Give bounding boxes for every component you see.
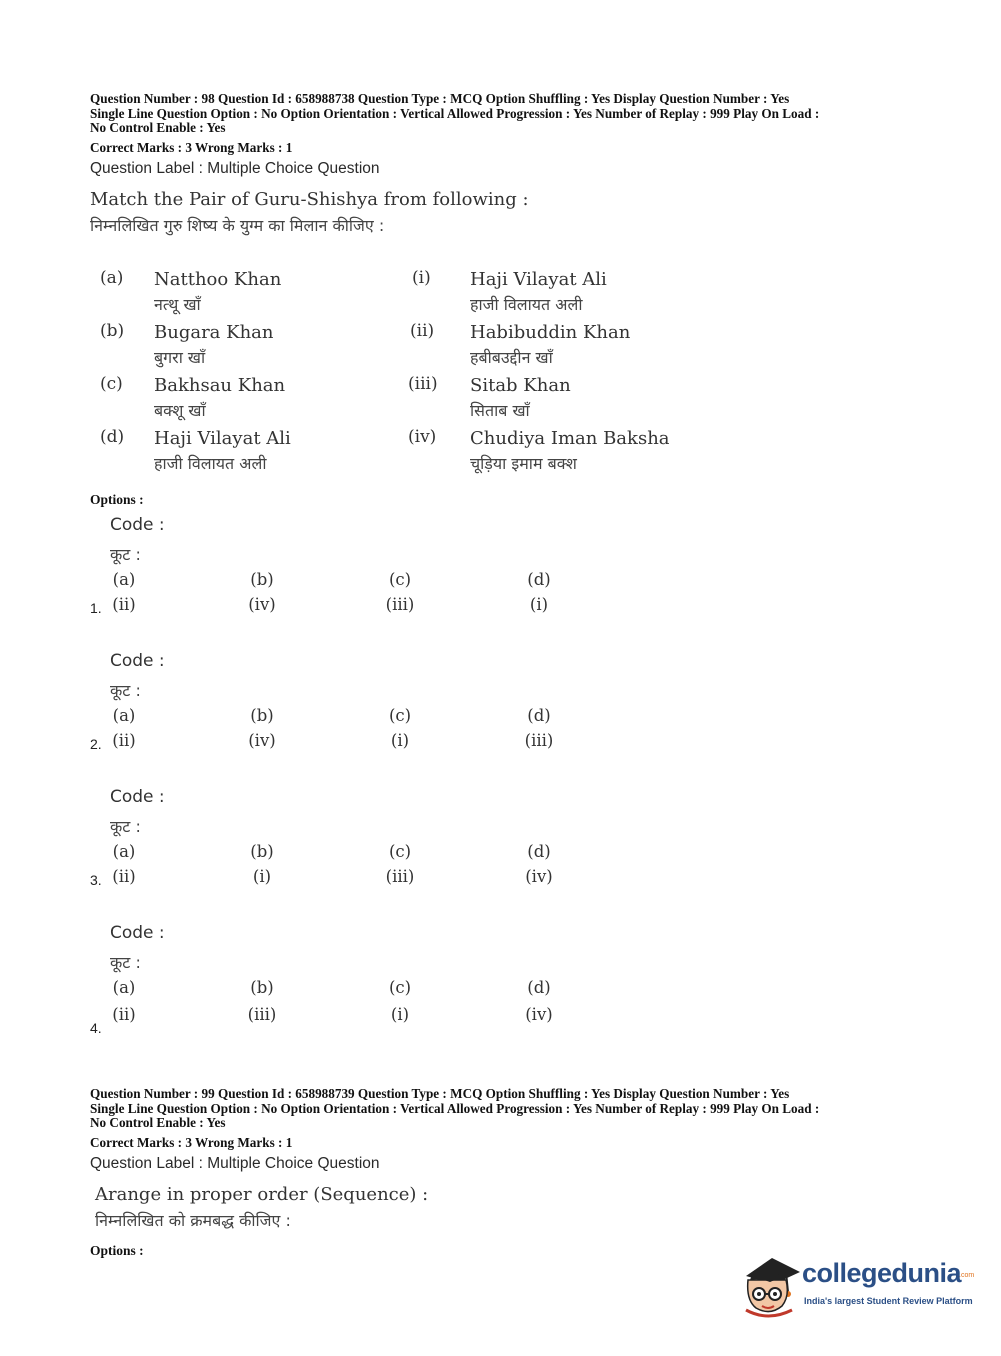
left-item <box>154 427 291 477</box>
q99-stem-hindi: निम्नलिखित को क्रमबद्ध कीजिए : <box>95 1211 291 1230</box>
code-header: (c) <box>388 978 412 997</box>
option-value: (i) <box>252 867 272 886</box>
logo-com-text: .com <box>959 1272 975 1279</box>
match-table <box>98 268 698 480</box>
q98-marks: Correct Marks : 3 Wrong Marks : 1 <box>90 140 293 155</box>
right-item-english: Sitab Khan <box>470 375 571 396</box>
right-label: (i) <box>412 268 431 288</box>
code-header: (c) <box>388 842 412 861</box>
right-label: (iii) <box>408 374 438 394</box>
left-item-english: Bakhsau Khan <box>154 375 286 396</box>
q99-meta <box>90 1087 920 1131</box>
left-item-hindi: नत्थू खाँ <box>154 295 201 314</box>
code-header: (a) <box>112 570 136 589</box>
code-header: (c) <box>388 706 412 725</box>
code-label-hindi: कूट : <box>110 817 141 836</box>
q99-meta-line: Question Number : 99 Question Id : 658988739 Question Type : MCQ Option Shuffling : Yes Display Question Number : Yes <box>90 1086 790 1101</box>
code-label-english: Code : <box>110 515 165 535</box>
right-item-english: Chudiya Iman Baksha <box>470 428 670 449</box>
left-item-hindi: बक्शू खाँ <box>154 401 206 420</box>
code-header: (d) <box>527 978 551 997</box>
code-header: (b) <box>250 842 274 861</box>
q98-meta-line: Single Line Question Option : No Option Orientation : Vertical Allowed Progression : Yes Number of Replay : 999 Play On Load : <box>90 105 820 121</box>
left-item-english: Bugara Khan <box>154 322 274 343</box>
right-item-english: Habibuddin Khan <box>470 322 631 343</box>
option-number: 3. <box>90 872 102 888</box>
option-value: (ii) <box>112 595 136 614</box>
right-item-hindi: हाजी विलायत अली <box>470 295 583 314</box>
q98-question-label: Question Label : Multiple Choice Question <box>90 160 380 177</box>
match-row <box>98 321 698 374</box>
right-label: (ii) <box>410 321 435 341</box>
code-header: (d) <box>527 570 551 589</box>
logo-tagline: India's largest Student Review Platform <box>804 1296 973 1306</box>
code-label-hindi: कूट : <box>110 545 141 564</box>
right-item-hindi: चूड़िया इमाम बक्श <box>470 454 577 473</box>
code-label-english: Code : <box>110 651 165 671</box>
option-value: (ii) <box>112 867 136 886</box>
option-value: (ii) <box>112 731 136 750</box>
option-value: (i) <box>529 595 549 614</box>
q98-stem <box>90 187 529 239</box>
option-value: (i) <box>390 731 410 750</box>
match-row <box>98 374 698 427</box>
code-header: (d) <box>527 842 551 861</box>
q98-stem-english: Match the Pair of Guru-Shishya from following : <box>90 189 529 210</box>
option-number: 2. <box>90 736 102 752</box>
left-item-hindi: हाजी विलायत अली <box>154 454 267 473</box>
option-value: (i) <box>390 1005 410 1024</box>
collegedunia-logo <box>742 1250 975 1320</box>
mascot-icon <box>742 1250 804 1320</box>
option-value: (iv) <box>525 867 553 886</box>
q99-stem <box>95 1182 428 1234</box>
left-item-english: Natthoo Khan <box>154 269 282 290</box>
right-item-hindi: सिताब खाँ <box>470 401 530 420</box>
code-header: (a) <box>112 978 136 997</box>
right-item-hindi: हबीबउद्दीन खाँ <box>470 348 553 367</box>
left-label: (d) <box>100 427 125 447</box>
code-header: (c) <box>388 570 412 589</box>
option-1[interactable] <box>90 515 590 635</box>
right-item <box>470 427 670 477</box>
q98-meta-line: No Control Enable : Yes <box>90 120 226 136</box>
option-value: (iii) <box>524 731 554 750</box>
right-item <box>470 268 607 318</box>
code-header: (b) <box>250 978 274 997</box>
q99-meta-line: Single Line Question Option : No Option Orientation : Vertical Allowed Progression : Yes Number of Replay : 999 Play On Load : <box>90 1100 820 1116</box>
q98-meta <box>90 92 920 136</box>
right-item <box>470 374 571 424</box>
code-header: (a) <box>112 842 136 861</box>
q99-stem-english: Arange in proper order (Sequence) : <box>95 1184 429 1205</box>
code-label-hindi: कूट : <box>110 681 141 700</box>
right-label: (iv) <box>408 427 437 447</box>
option-value: (ii) <box>112 1005 136 1024</box>
q99-question-label: Question Label : Multiple Choice Question <box>90 1155 380 1172</box>
logo-brand-text: collegedunia <box>802 1258 962 1288</box>
option-number: 1. <box>90 600 102 616</box>
option-value: (iii) <box>385 867 415 886</box>
code-header: (b) <box>250 570 274 589</box>
option-4[interactable] <box>90 923 590 1043</box>
option-2[interactable] <box>90 651 590 771</box>
left-item <box>154 374 285 424</box>
option-value: (iv) <box>248 731 276 750</box>
option-3[interactable] <box>90 787 590 907</box>
option-number: 4. <box>90 1020 102 1036</box>
left-item <box>154 268 281 318</box>
q99-options-heading: Options : <box>90 1243 144 1258</box>
left-item-english: Haji Vilayat Ali <box>154 428 291 449</box>
code-header: (a) <box>112 706 136 725</box>
q99-meta-line: No Control Enable : Yes <box>90 1115 226 1131</box>
code-label-english: Code : <box>110 787 165 807</box>
code-header: (b) <box>250 706 274 725</box>
match-row <box>98 427 698 480</box>
code-label-hindi: कूट : <box>110 953 141 972</box>
option-value: (iv) <box>525 1005 553 1024</box>
right-item-english: Haji Vilayat Ali <box>470 269 607 290</box>
left-label: (c) <box>100 374 123 394</box>
code-label-english: Code : <box>110 923 165 943</box>
right-item <box>470 321 630 371</box>
match-row <box>98 268 698 321</box>
q98-meta-line: Question Number : 98 Question Id : 658988738 Question Type : MCQ Option Shuffling : Yes Display Question Number : Yes <box>90 91 790 106</box>
left-label: (b) <box>100 321 125 341</box>
option-value: (iii) <box>385 595 415 614</box>
q98-stem-hindi: निम्नलिखित गुरु शिष्य के युग्म का मिलान कीजिए : <box>90 216 385 235</box>
q98-options-heading: Options : <box>90 492 144 507</box>
code-header: (d) <box>527 706 551 725</box>
option-value: (iii) <box>247 1005 277 1024</box>
option-value: (iv) <box>248 595 276 614</box>
q99-marks: Correct Marks : 3 Wrong Marks : 1 <box>90 1135 293 1150</box>
left-label: (a) <box>100 268 124 288</box>
left-item-hindi: बुगरा खाँ <box>154 348 206 367</box>
left-item <box>154 321 274 371</box>
